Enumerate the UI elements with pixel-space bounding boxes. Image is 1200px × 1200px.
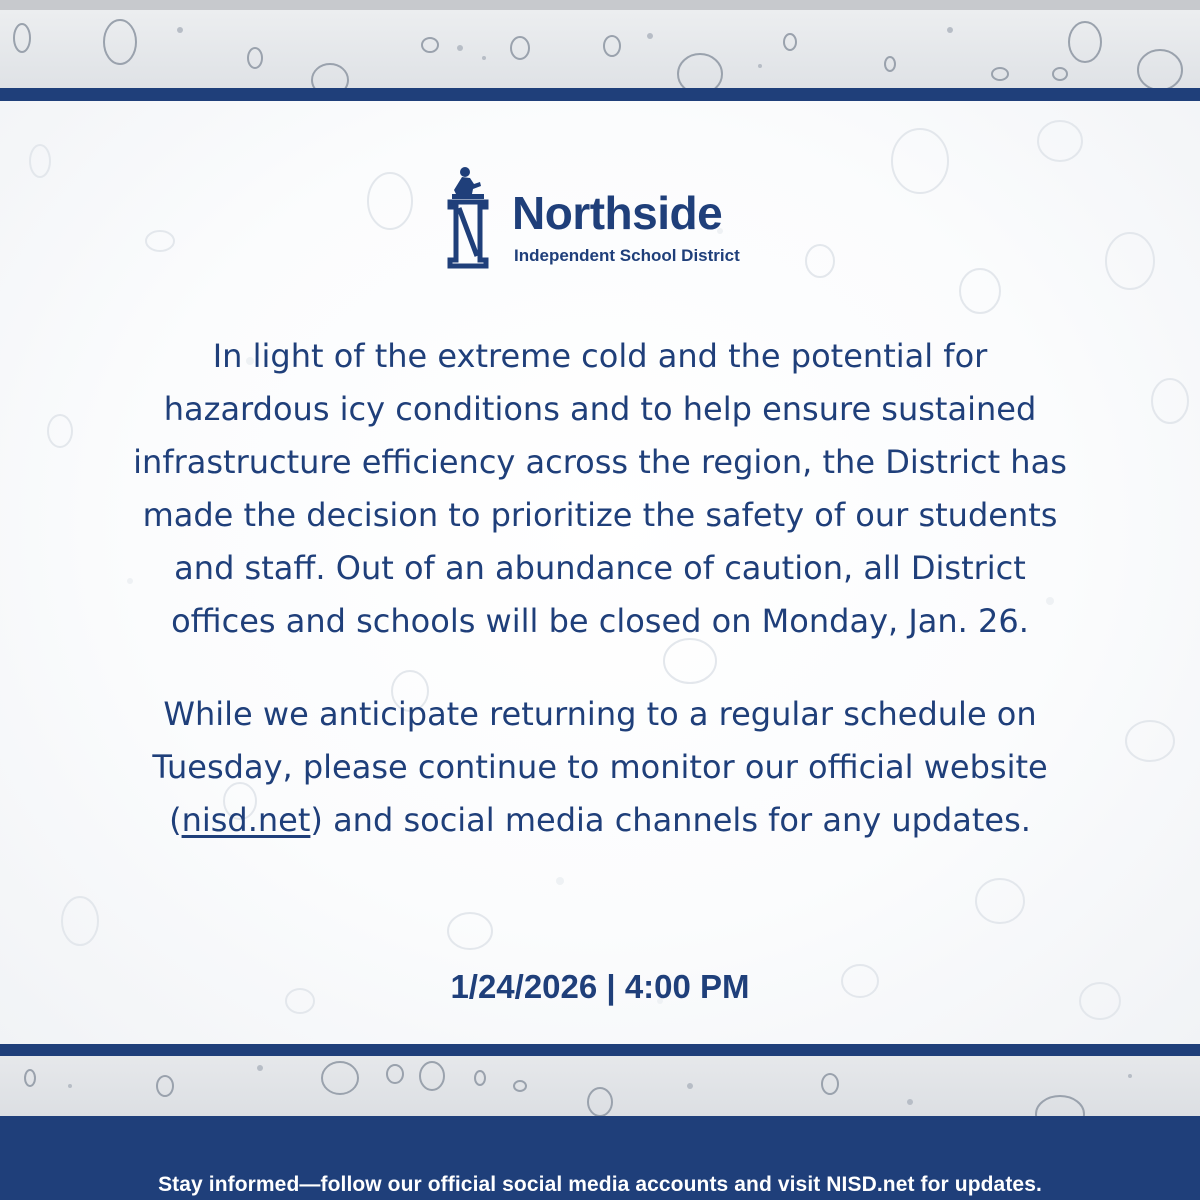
water-drops-bottom-strip <box>0 1056 1200 1116</box>
top-divider-rule <box>0 88 1200 101</box>
update-line: While we anticipate returning to a regular schedule on <box>163 695 1037 733</box>
update-line-rest: ) and social media channels for any updates. <box>310 801 1031 839</box>
district-name: Northside <box>512 187 723 239</box>
timestamp: 1/24/2026 | 4:00 PM <box>450 968 750 1005</box>
notice-line: In light of the extreme cold and the potential for <box>212 337 988 375</box>
closure-notice-paragraph <box>20 330 1180 648</box>
website-link[interactable]: nisd.net <box>181 801 311 839</box>
water-drops-top-strip <box>0 0 1200 88</box>
district-subtitle: Independent School District <box>514 246 740 265</box>
notice-line: offices and schools will be closed on Monday, Jan. 26. <box>171 602 1029 640</box>
update-line: Tuesday, please continue to monitor our official website <box>152 748 1048 786</box>
water-drops-top-decoration <box>0 0 1200 88</box>
notice-line: made the decision to prioritize the safety of our students <box>142 496 1058 534</box>
schedule-update-paragraph <box>20 688 1180 847</box>
open-paren: ( <box>169 801 182 839</box>
notice-line: and staff. Out of an abundance of caution, all District <box>174 549 1026 587</box>
water-drops-bottom-decoration <box>0 1056 1200 1116</box>
notice-line: infrastructure efficiency across the region, the District has <box>133 443 1067 481</box>
update-line-with-link <box>20 794 1180 847</box>
footer-message: Stay informed—follow our official social media accounts and visit NISD.net for updates. <box>158 1173 1042 1196</box>
bottom-divider-rule <box>0 1044 1200 1056</box>
notice-line: hazardous icy conditions and to help ensure sustained <box>163 390 1037 428</box>
